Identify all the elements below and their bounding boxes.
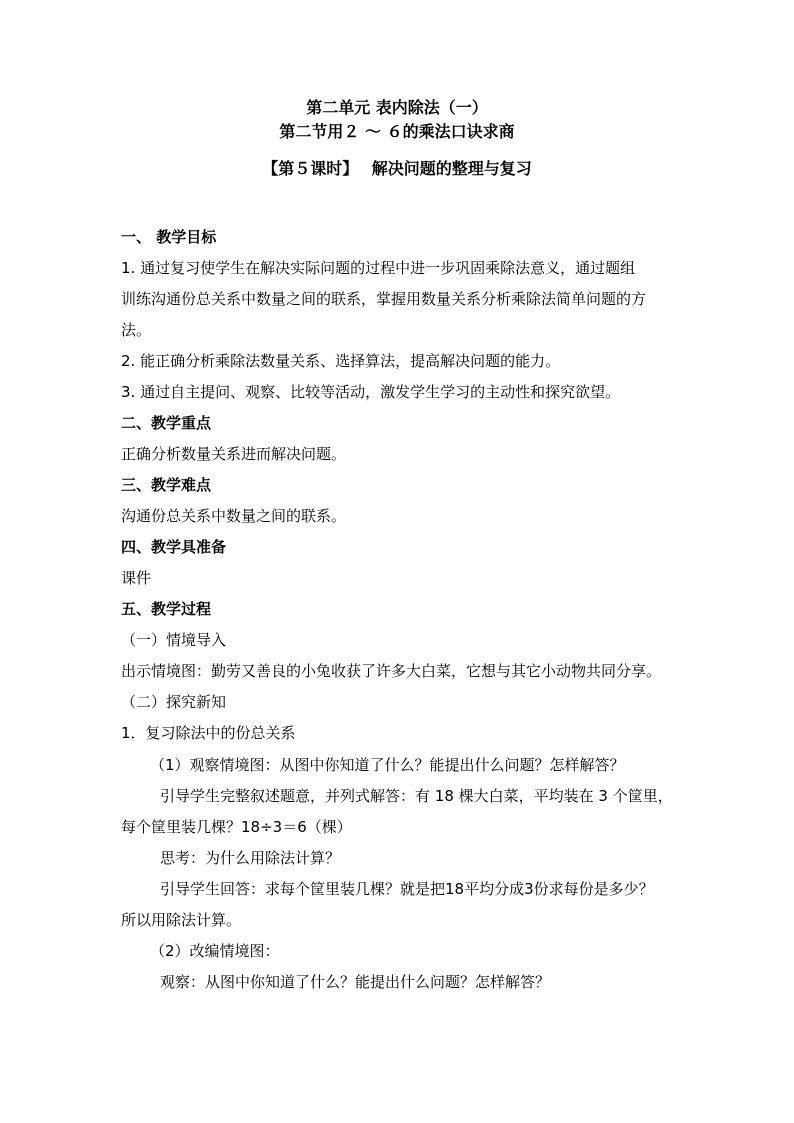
objective-2: 2. 能正确分析乘除法数量关系、选择算法，提高解决问题的能力。 — [121, 352, 561, 370]
difficulties-heading: 三、教学难点 — [121, 476, 212, 494]
part-1-heading: （一）情境导入 — [121, 631, 227, 649]
step-1-guide-line-1: 引导学生完整叙述题意，并列式解答：有 18 棵大白菜，平均装在 3 个筐里， — [160, 787, 673, 805]
key-points-heading: 二、教学重点 — [121, 414, 212, 432]
part-1-text: 出示情境图：勤劳又善良的小兔收获了许多大白菜，它想与其它小动物共同分享。 — [121, 662, 662, 680]
step-1-answer-line-1: 引导学生回答：求每个筐里装几棵？就是把18平均分成3份求每份是多少？ — [160, 880, 654, 898]
key-points-text: 正确分析数量关系进而解决问题。 — [121, 445, 347, 463]
item-1-heading: 1．复习除法中的份总关系 — [121, 724, 296, 742]
step-1-heading: （1）观察情境图：从图中你知道了什么？能提出什么问题？怎样解答？ — [150, 756, 625, 774]
part-2-heading: （二）探究新知 — [121, 693, 227, 711]
step-2-heading: （2）改编情境图： — [150, 942, 280, 960]
objective-1-line-1: 1. 通过复习使学生在解决实际问题的过程中进一步巩固乘除法意义，通过题组 — [121, 259, 636, 277]
difficulties-text: 沟通份总关系中数量之间的联系。 — [121, 507, 347, 525]
lesson-title: 【第５课时】 解决问题的整理与复习 — [262, 159, 532, 178]
section-title: 第二节用２ ～ ６的乘法口诀求商 — [279, 122, 515, 141]
objective-1-line-3: 法。 — [121, 321, 152, 339]
objectives-heading: 一、 教学目标 — [121, 228, 217, 246]
materials-text: 课件 — [121, 569, 152, 587]
step-1-answer-line-2: 所以用除法计算。 — [121, 911, 242, 929]
step-1-think: 思考：为什么用除法计算？ — [160, 849, 341, 867]
objective-3: 3. 通过自主提问、观察、比较等活动，激发学生学习的主动性和探究欲望。 — [121, 383, 621, 401]
materials-heading: 四、教学具准备 — [121, 538, 227, 556]
unit-title: 第二单元 表内除法（一） — [306, 98, 488, 117]
objective-1-line-2: 训练沟通份总关系中数量之间的联系，掌握用数量关系分析乘除法简单问题的方 — [121, 290, 647, 308]
step-2-observe: 观察：从图中你知道了什么？能提出什么问题？怎样解答？ — [160, 973, 551, 991]
process-heading: 五、教学过程 — [121, 600, 212, 618]
step-1-guide-line-2: 每个筐里装几棵？18÷3＝6（棵） — [121, 818, 352, 836]
